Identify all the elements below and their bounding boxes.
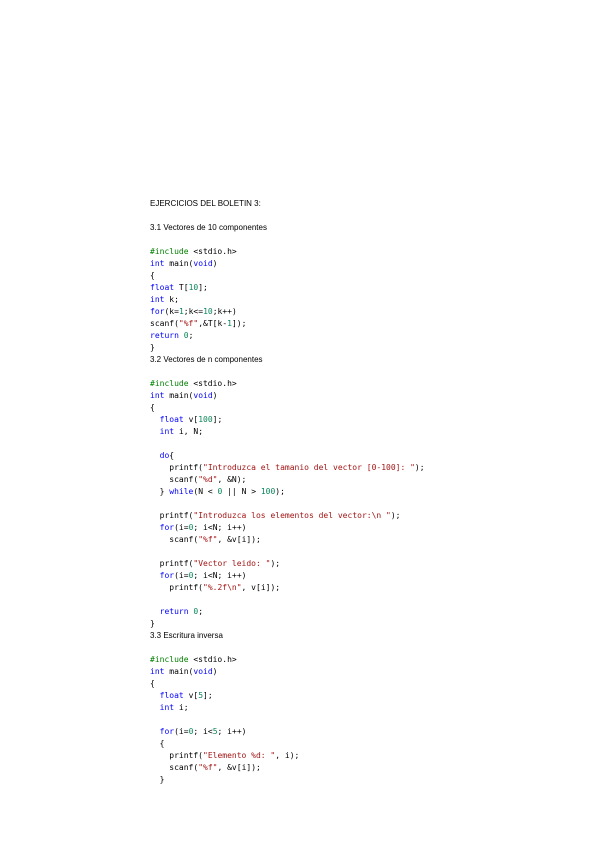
code-line: { xyxy=(150,271,155,280)
code-line: return 0; xyxy=(159,607,204,616)
code-line: } while(N < 0 || N > 100); xyxy=(150,487,285,496)
code-line: for(i=0; i<N; i++) xyxy=(159,571,247,580)
code-line: int i, N; xyxy=(159,427,204,436)
code-line xyxy=(150,546,580,558)
section-heading-3-3: 3.3 Escritura inversa xyxy=(150,631,223,640)
code-line xyxy=(150,498,580,510)
code-line xyxy=(150,438,580,450)
code-line: { xyxy=(150,403,155,412)
code-line: { xyxy=(150,739,165,748)
code-line: #include <stdio.h> xyxy=(150,379,237,388)
code-line: } xyxy=(150,343,155,352)
code-block-3-3 xyxy=(150,654,580,786)
code-line: #include <stdio.h> xyxy=(150,247,237,256)
code-line: int main(void) xyxy=(150,391,218,400)
code-line: int k; xyxy=(150,295,179,304)
document-content xyxy=(150,198,580,786)
code-block-3-1 xyxy=(150,246,580,354)
code-line: for(i=0; i<5; i++) xyxy=(159,727,247,736)
code-line: printf("Introduzca el tamanio del vector [0-100]: "); xyxy=(169,463,425,472)
code-line xyxy=(150,714,580,726)
code-block-3-2 xyxy=(150,378,580,630)
code-line xyxy=(150,594,580,606)
section-heading-3-1: 3.1 Vectores de 10 componentes xyxy=(150,223,267,232)
code-line: float T[10]; xyxy=(150,283,208,292)
code-line: return 0; xyxy=(150,331,194,340)
code-line: scanf("%f", &v[i]); xyxy=(169,535,261,544)
code-line: float v[100]; xyxy=(159,415,223,424)
code-line: scanf("%f",&T[k-1]); xyxy=(150,319,247,328)
code-line: do{ xyxy=(159,451,175,460)
code-line: { xyxy=(150,679,155,688)
code-line: int main(void) xyxy=(150,667,218,676)
code-line: int main(void) xyxy=(150,259,218,268)
code-line: } xyxy=(150,775,165,784)
code-line: float v[5]; xyxy=(159,691,213,700)
code-line: scanf("%d", &N); xyxy=(169,475,247,484)
document-title: EJERCICIOS DEL BOLETIN 3: xyxy=(150,199,261,208)
code-line: printf("Introduzca los elementos del vector:\n "); xyxy=(159,511,401,520)
code-line: #include <stdio.h> xyxy=(150,655,237,664)
code-line: } xyxy=(150,619,155,628)
section-heading-3-2: 3.2 Vectores de n componentes xyxy=(150,355,263,364)
code-line: int i; xyxy=(159,703,189,712)
code-line: scanf("%f", &v[i]); xyxy=(169,763,261,772)
code-line: printf("Elemento %d: ", i); xyxy=(169,751,300,760)
code-line: for(k=1;k<=10;k++) xyxy=(150,307,237,316)
code-line: for(i=0; i<N; i++) xyxy=(159,523,247,532)
code-line: printf("Vector leido: "); xyxy=(159,559,281,568)
code-line: printf("%.2f\n", v[i]); xyxy=(169,583,281,592)
